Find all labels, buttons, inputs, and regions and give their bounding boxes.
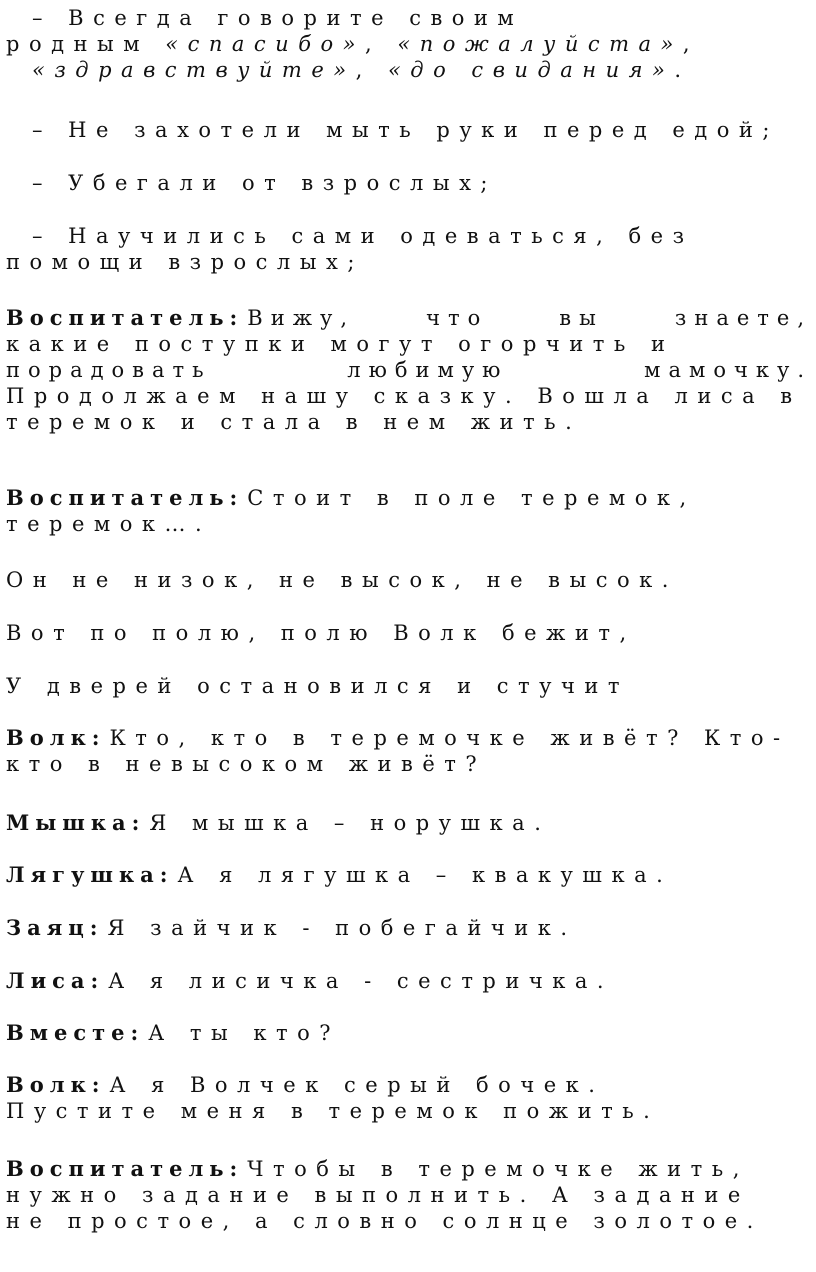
speaker-label: Воспитатель: xyxy=(6,485,244,510)
paragraph-together xyxy=(6,1020,812,1046)
text-segment: Стоит в поле теремок, xyxy=(247,486,696,510)
text-line xyxy=(6,1020,812,1046)
text-line: порадовать любимую мамочку. xyxy=(6,358,812,382)
text-line xyxy=(6,968,812,994)
paragraph-hare xyxy=(6,915,812,941)
paragraph-not-low xyxy=(6,567,812,593)
text-line: Вот по полю, полю Волк бежит, xyxy=(6,621,636,645)
paragraph-wash-hands xyxy=(6,117,812,143)
text-segment: А я лягушка – квакушка. xyxy=(177,863,673,887)
speaker-label: Волк: xyxy=(6,725,106,750)
text-segment: Чтобы в теремочке жить, xyxy=(247,1157,749,1181)
text-segment: А я Волчек серый бочек. xyxy=(109,1073,605,1097)
text-line xyxy=(6,725,812,751)
text-line: теремок и стала в нем жить. xyxy=(6,410,582,434)
text-line: нужно задание выполнить. А задание xyxy=(6,1183,750,1207)
text-line xyxy=(6,1072,812,1098)
text-segment: Кто, кто в теремочке живёт? Кто- xyxy=(109,726,790,750)
text-line: Он не низок, не высок, не высок. xyxy=(6,568,678,592)
text-line: кто в невысоком живёт? xyxy=(6,752,487,776)
text-segment: Я мышка – норушка. xyxy=(149,811,551,835)
text-line xyxy=(6,862,812,888)
paragraph-fox xyxy=(6,968,812,994)
paragraph-frog xyxy=(6,862,812,888)
text-segment: А я лисичка - сестричка. xyxy=(108,969,614,993)
text-line: какие поступки могут огорчить и xyxy=(6,332,675,356)
text-line: – Убегали от взрослых; xyxy=(32,171,497,195)
text-segment: А ты кто? xyxy=(148,1021,340,1045)
paragraph-knocks xyxy=(6,673,812,699)
text-segment: родным xyxy=(6,32,166,56)
paragraph-dress-themselves xyxy=(6,223,812,275)
text-line xyxy=(6,305,812,331)
speaker-label: Воспитатель: xyxy=(6,305,244,330)
text-line: – Научились сами одеваться, без xyxy=(32,224,694,248)
text-line xyxy=(6,1156,812,1182)
speaker-label: Волк: xyxy=(6,1072,106,1097)
speaker-label: Вместе: xyxy=(6,1020,145,1045)
text-line: помощи взрослых; xyxy=(6,250,364,274)
text-line: не простое, а словно солнце золотое. xyxy=(6,1209,763,1233)
text-line: теремок…. xyxy=(6,512,212,536)
speaker-label: Лягушка: xyxy=(6,862,174,887)
text-line xyxy=(6,915,812,941)
speaker-label: Заяц: xyxy=(6,915,104,940)
italic-word: «здравствуйте» xyxy=(32,58,356,82)
italic-word: «до свидания» xyxy=(387,58,675,82)
text-line: – Всегда говорите своим xyxy=(32,6,524,30)
text-line: – Не захотели мыть руки перед едой; xyxy=(32,118,779,142)
text-segment: . xyxy=(674,58,691,82)
text-segment: , xyxy=(682,32,700,56)
paragraph-wolf-runs xyxy=(6,620,812,646)
text-line: Пустите меня в теремок пожить. xyxy=(6,1099,660,1123)
paragraph-teacher-2 xyxy=(6,485,812,537)
text-segment: Я зайчик - побегайчик. xyxy=(107,916,577,940)
text-line xyxy=(6,810,812,836)
text-segment: , xyxy=(355,58,388,82)
speaker-label: Лиса: xyxy=(6,968,105,993)
text-line xyxy=(6,57,812,83)
text-segment: Вижу, что вы знаете, xyxy=(247,306,812,330)
paragraph-mouse xyxy=(6,810,812,836)
paragraph-teacher-1 xyxy=(6,305,812,435)
paragraph-wolf-2 xyxy=(6,1072,812,1124)
italic-word: «спасибо» xyxy=(165,32,365,56)
paragraph-ran-away xyxy=(6,170,812,196)
speaker-label: Воспитатель: xyxy=(6,1156,244,1181)
paragraph-wolf-1 xyxy=(6,725,812,777)
paragraph-teacher-3 xyxy=(6,1156,812,1234)
speaker-label: Мышка: xyxy=(6,810,146,835)
text-line: Продолжаем нашу сказку. Вошла лиса в xyxy=(6,384,802,408)
text-segment: , xyxy=(365,32,398,56)
italic-word: «пожалуйста» xyxy=(397,32,683,56)
text-line: У дверей остановился и стучит xyxy=(6,674,630,698)
paragraph-polite-words xyxy=(6,5,812,83)
text-line xyxy=(6,485,812,511)
text-line xyxy=(6,31,812,57)
